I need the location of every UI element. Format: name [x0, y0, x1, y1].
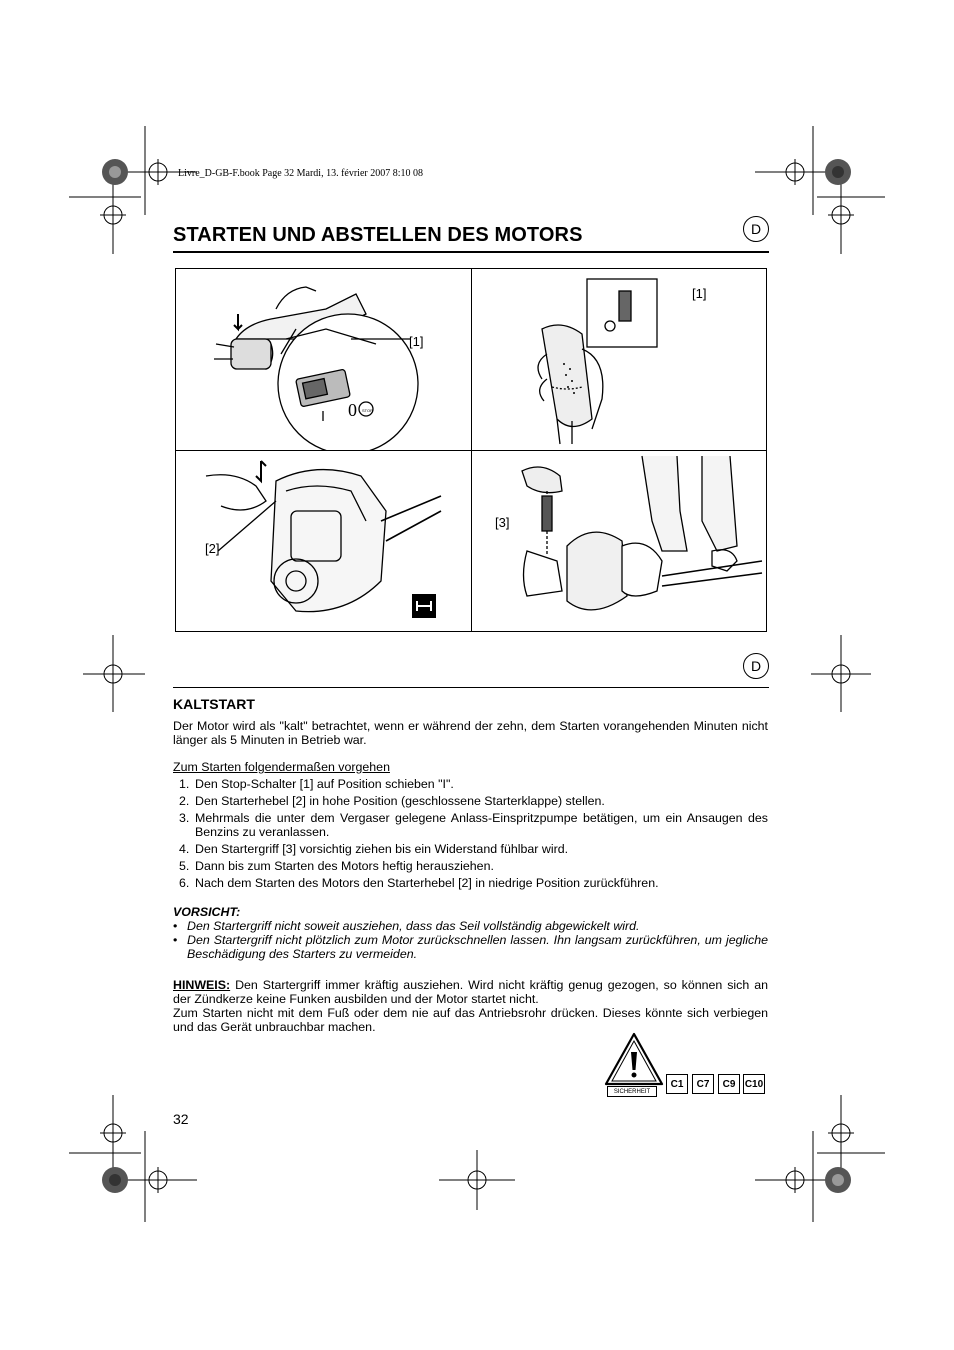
intro-paragraph: Der Motor wird als "kalt" betrachtet, wenn er während der zehn, dem Starten vorangehenden Minuten nicht länger als 5 Minuten in Betrieb war.: [173, 719, 768, 747]
figure-grid: [175, 268, 767, 632]
illustration-engine-choke: [176, 451, 471, 631]
illustration-pull-starter: [472, 451, 768, 631]
section-rule: [173, 687, 769, 688]
note-label: HINWEIS:: [173, 978, 231, 992]
list-item: • Den Startergriff nicht soweit ausziehen, dass das Seil vollständig abgewickelt wird.: [173, 919, 640, 933]
illustration-hand-on-switch: [176, 269, 471, 450]
page-number: 32: [173, 1111, 189, 1127]
callout-1-panel2: [1]: [692, 286, 707, 301]
list-item: 1. Den Stop-Schalter [1] auf Position schieben "I".: [179, 777, 454, 791]
switch-off-symbol: 0: [348, 400, 357, 420]
safety-code: C9: [718, 1074, 740, 1094]
caution-title: VORSICHT:: [173, 905, 241, 919]
list-item: 5. Dann bis zum Starten des Motors heftig herausziehen.: [179, 859, 494, 873]
list-item: • Den Startergriff nicht plötzlich zum Motor zurückschnellen lassen. Ihn langsam zurückführen, um jegliche Beschädigung des Starters zu vermeiden.: [173, 933, 768, 961]
list-item: 2. Den Starterhebel [2] in hohe Position (geschlossene Starterklappe) stellen.: [179, 794, 605, 808]
section-language-badge: D: [743, 653, 769, 679]
safety-label: SICHERHEIT: [607, 1086, 657, 1097]
callout-2-panel3: [2]: [205, 541, 220, 556]
language-badge: D: [743, 216, 769, 242]
figure-panel-stop-switch: [176, 269, 471, 450]
safety-code: C10: [743, 1074, 765, 1094]
list-item: 6. Nach dem Starten des Motors den Starterhebel [2] in niedrige Position zurückführen.: [179, 876, 659, 890]
figure-panel-choke-lever: [176, 451, 471, 631]
list-item: 4. Den Startergriff [3] vorsichtig ziehen bis ein Widerstand fühlbar wird.: [179, 842, 569, 856]
stop-label: STOP: [362, 408, 373, 413]
steps-title: Zum Starten folgendermaßen vorgehen: [173, 760, 390, 774]
safety-code: C1: [666, 1074, 688, 1094]
note-paragraph-2: Zum Starten nicht mit dem Fuß oder dem nie auf das Antriebsrohr drücken. Dieses könnte sich verbiegen und das Gerät unbrauchbar machen.: [173, 1006, 768, 1034]
warning-triangle-icon: [604, 1032, 664, 1088]
callout-3-panel4: [3]: [495, 515, 510, 530]
print-metadata-line: Livre_D-GB-F.book Page 32 Mardi, 13. février 2007 8:10 08: [178, 168, 423, 179]
illustration-grip: [472, 269, 768, 450]
callout-1-panel1: [1]: [409, 334, 424, 349]
safety-code: C7: [692, 1074, 714, 1094]
caution-list: [173, 919, 768, 961]
section-heading: KALTSTART: [173, 696, 255, 712]
list-item: 3. Mehrmals die unter dem Vergaser gelegene Anlass-Einspritzpumpe betätigen, um ein Ansaugen des Benzins zu veranlassen.: [179, 811, 768, 839]
title-rule: [173, 251, 769, 253]
steps-list: [173, 777, 768, 893]
page-title: STARTEN UND ABSTELLEN DES MOTORS: [173, 224, 583, 246]
note-paragraph: HINWEIS: Den Startergriff immer kräftig ausziehen. Wird nicht kräftig genug gezogen, so können sich an der Zündkerze keine Funken ausbilden und der Motor startet nicht.: [173, 978, 768, 1006]
safety-block: [604, 1032, 774, 1102]
figure-panel-start-grip: [472, 451, 768, 631]
figure-panel-grip-switch: [472, 269, 768, 450]
